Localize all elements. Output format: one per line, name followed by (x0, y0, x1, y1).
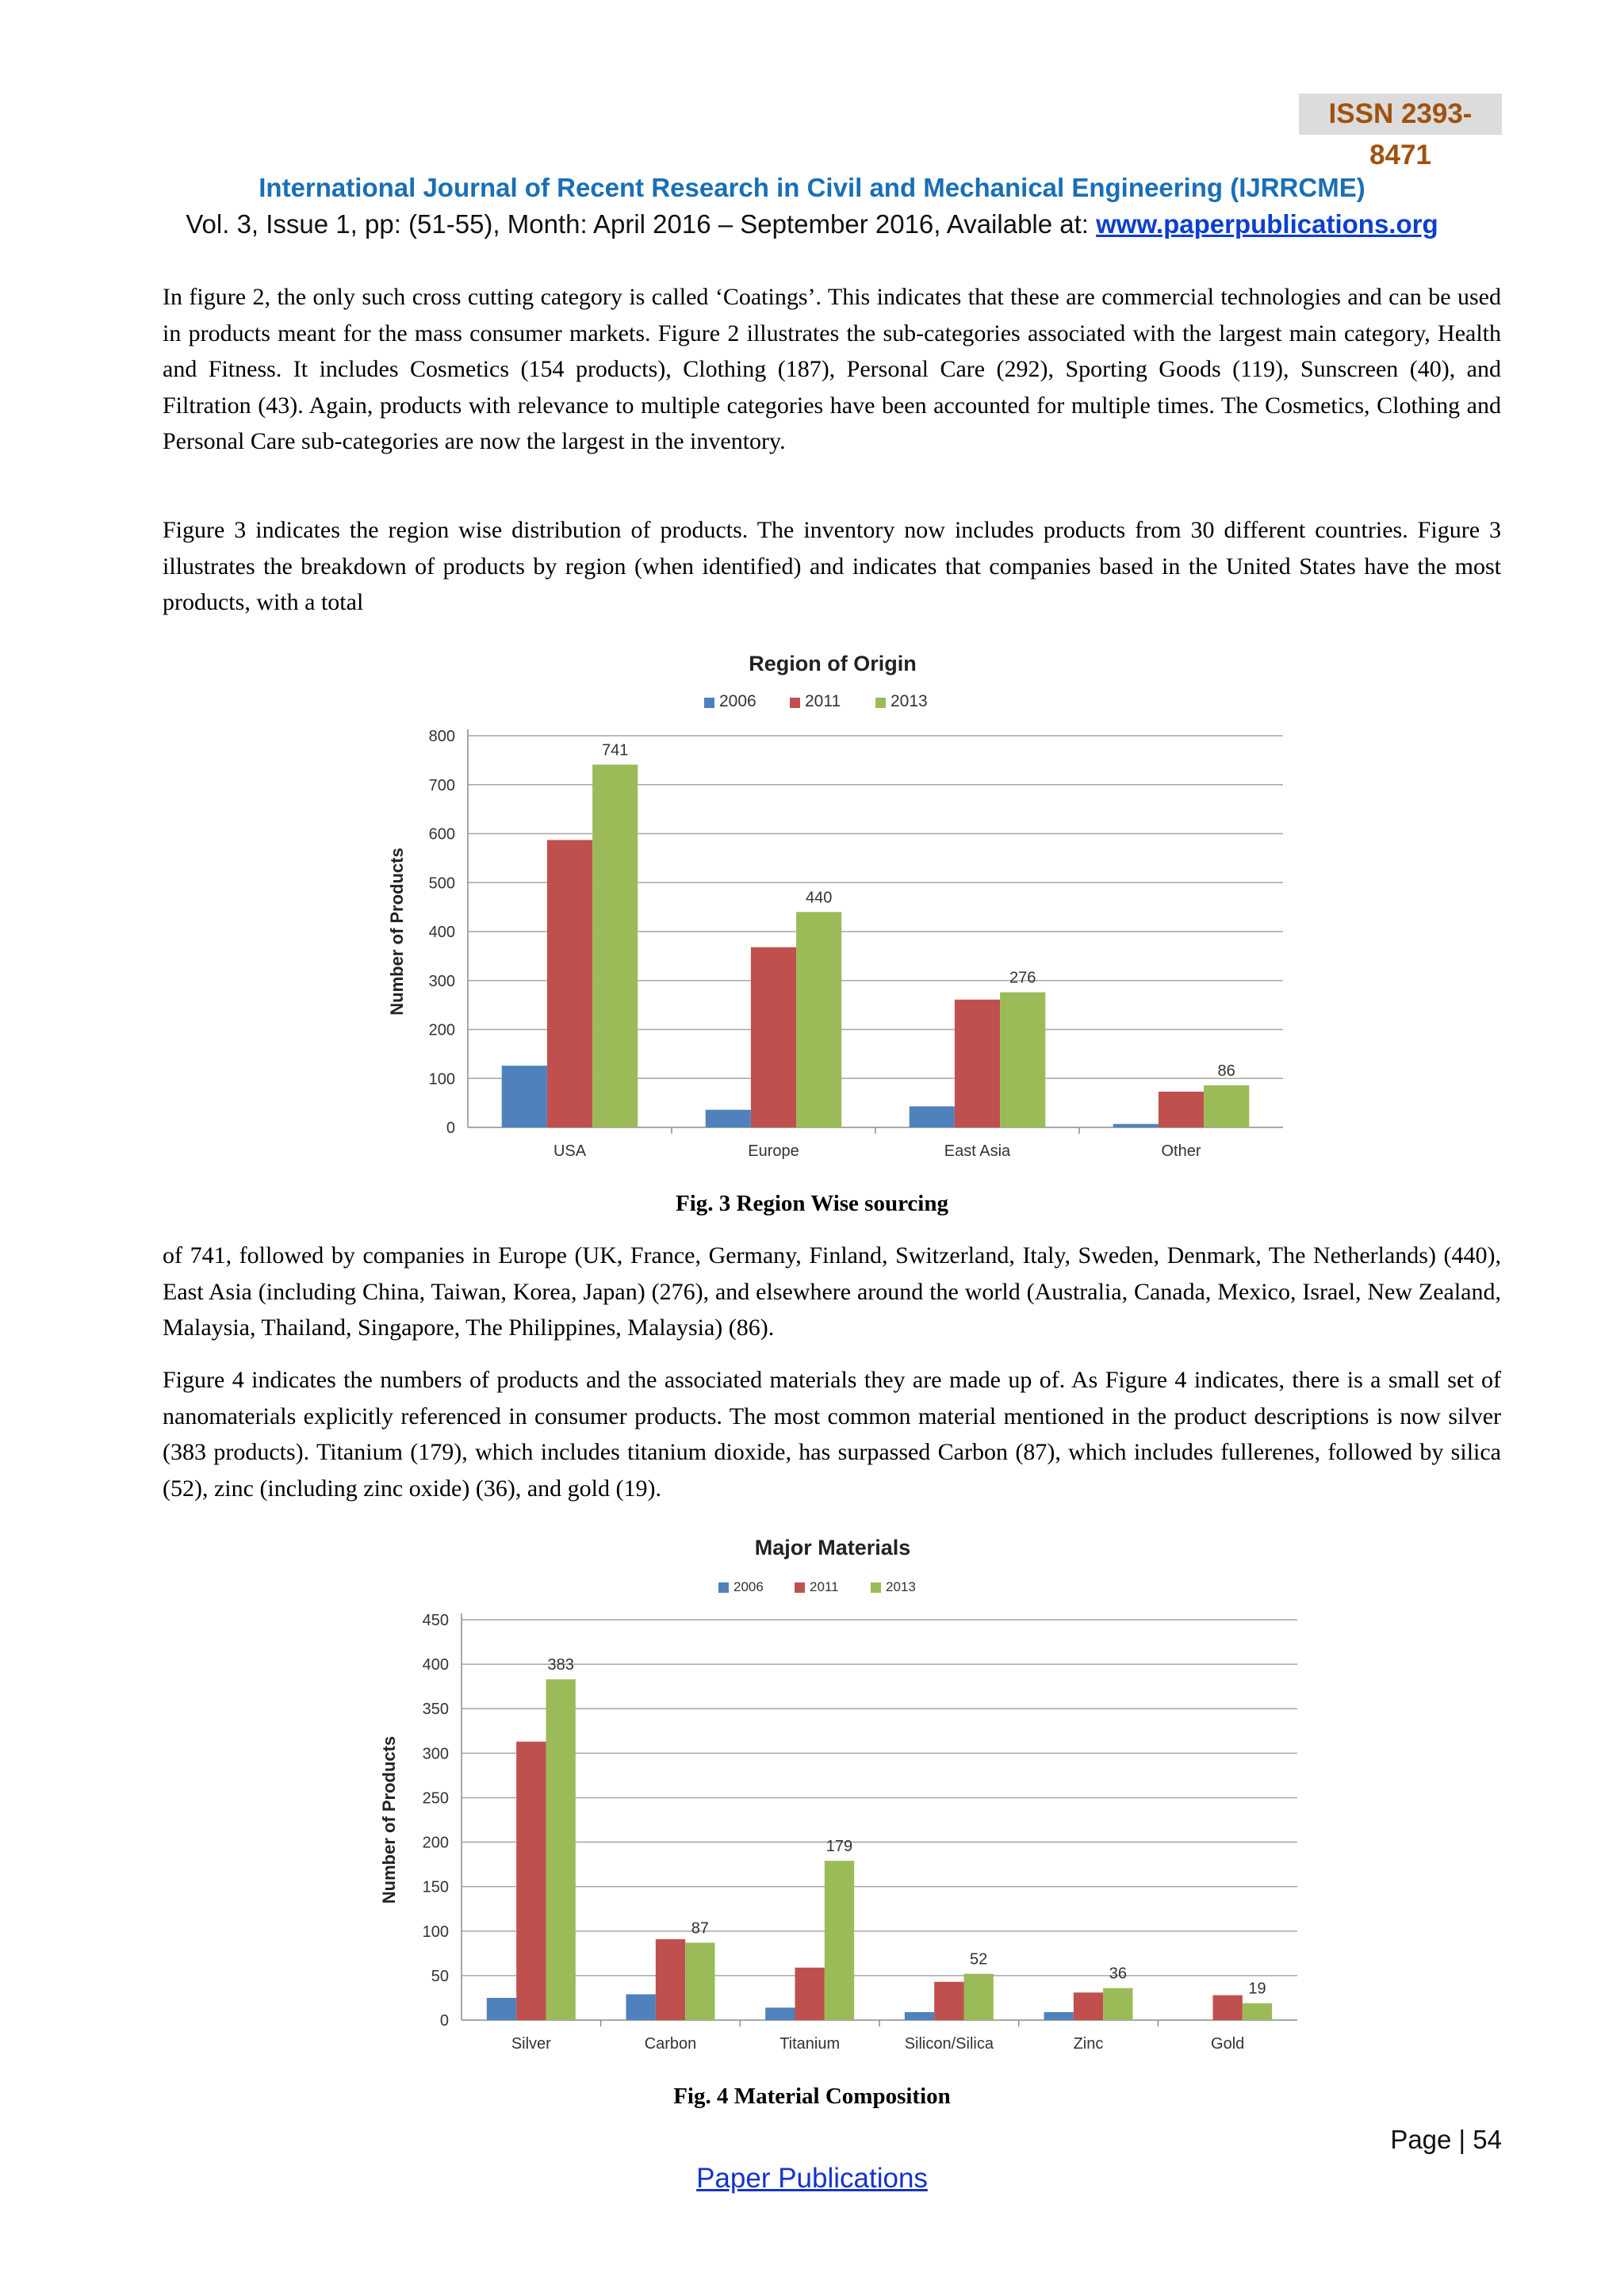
bar-2013-carbon (685, 1942, 714, 2020)
y-tick-label: 0 (446, 1119, 455, 1137)
y-tick-label: 400 (428, 924, 455, 941)
y-tick-label: 600 (428, 825, 455, 844)
bar-2006-usa (502, 1066, 547, 1127)
y-tick-label: 100 (422, 1923, 449, 1941)
y-tick-label: 0 (439, 2012, 449, 2030)
paragraph-3: of 741, followed by companies in Europe (UK, France, Germany, Finland, Switzerland, Italy, Sweden, Denmark, The Netherlands) (440), East Asia (including China, Taiwan, Korea, Japan) (276), and elsewhere around the world (Australia, Canada, Mexico, Israel, New Zealand, Malaysia, Thailand, Singapore, The Philippines, Malaysia) (86). (163, 1242, 1501, 1341)
bar-2013-zinc (1103, 1988, 1132, 2020)
bar-2006-europe (706, 1110, 751, 1127)
legend-swatch-2013 (871, 1582, 881, 1593)
volume-line (0, 209, 1624, 239)
publisher-link[interactable]: Paper Publications (696, 2163, 928, 2194)
bar-2011-gold (1213, 1996, 1243, 2020)
issn-label: ISSN 2393-8471 (1299, 94, 1502, 135)
x-tick-label: Silver (511, 2035, 551, 2052)
x-tick-label: Titanium (779, 2035, 841, 2052)
y-tick-label: 450 (422, 1612, 449, 1629)
legend-label-2011: 2011 (810, 1579, 839, 1594)
data-label: 86 (1217, 1062, 1235, 1080)
y-tick-label: 500 (428, 874, 455, 893)
paragraph-4: Figure 4 indicates the numbers of products and the associated materials they are made up of. As Figure 4 indicates, there is a small set of nanomaterials explicitly referenced in consumer products. The most common material mentioned in the product descriptions is now silver (383 products). Titanium (179), which includes titanium dioxide, has surpassed Carbon (87), which includes fullerenes, followed by silica (52), zinc (including zinc oxide) (36), and gold (19). (163, 1367, 1501, 1502)
legend-swatch-2006 (704, 698, 714, 708)
bar-2011-silver (516, 1742, 546, 2020)
bar-2013-titanium (825, 1861, 854, 2020)
y-tick-label: 800 (428, 728, 455, 745)
legend-label-2006: 2006 (719, 692, 756, 710)
bar-2013-gold (1243, 2003, 1272, 2020)
data-label: 36 (1109, 1965, 1127, 1983)
bar-2006-silver (487, 1998, 516, 2020)
x-tick-label: Europe (748, 1142, 799, 1160)
data-label: 179 (825, 1838, 853, 1856)
website-link[interactable]: www.paperpublications.org (1096, 209, 1438, 239)
legend-swatch-2011 (790, 698, 800, 708)
bar-2006-titanium (765, 2007, 795, 2020)
bar-2006-other (1113, 1124, 1159, 1127)
y-tick-label: 150 (422, 1878, 449, 1896)
legend-swatch-2006 (718, 1582, 729, 1593)
bar-2013-usa (592, 764, 638, 1127)
legend-label-2013: 2013 (891, 692, 928, 710)
bar-2013-silicon-silica (963, 1974, 993, 2020)
legend-swatch-2013 (875, 698, 886, 708)
y-axis-label: Number of Products (387, 848, 407, 1016)
bar-2011-titanium (795, 1968, 825, 2020)
chart-title: Region of Origin (749, 652, 917, 675)
bar-2013-silver (546, 1679, 575, 2020)
y-tick-label: 300 (428, 972, 455, 990)
paragraph-2: Figure 3 indicates the region wise distribution of products. The inventory now includes products from 30 different countries. Figure 3 illustrates the breakdown of products by region (when identified) and indicates that companies based in the United States have the most products, with a total (163, 517, 1501, 615)
data-label: 383 (547, 1656, 574, 1674)
bar-2011-silicon-silica (934, 1982, 963, 2020)
bar-2006-east-asia (910, 1106, 955, 1127)
bar-2011-other (1159, 1092, 1204, 1127)
legend-label-2011: 2011 (805, 692, 841, 710)
x-tick-label: Gold (1211, 2035, 1245, 2052)
data-label: 19 (1248, 1980, 1266, 1998)
bar-2006-carbon (626, 1994, 656, 2020)
y-tick-label: 250 (422, 1789, 449, 1808)
x-tick-label: Silicon/Silica (904, 2035, 994, 2052)
x-tick-label: Other (1161, 1142, 1201, 1160)
y-tick-label: 100 (428, 1070, 455, 1089)
x-tick-label: Zinc (1073, 2035, 1104, 2052)
region-of-origin-chart (373, 642, 1300, 1165)
data-label: 276 (1009, 969, 1036, 987)
y-tick-label: 700 (428, 776, 455, 794)
x-tick-label: USA (553, 1142, 587, 1160)
bar-2011-usa (547, 840, 592, 1127)
legend-label-2006: 2006 (733, 1579, 764, 1594)
page-number: Page | 54 (1390, 2125, 1502, 2154)
fig4-caption: Fig. 4 Material Composition (673, 2084, 951, 2109)
paragraph-1: In figure 2, the only such cross cutting category is called ‘Coatings’. This indicates that these are commercial technologies and can be used in products meant for the mass consumer markets. Figure 2 illustrates the sub-categories associated with the largest main category, Health and Fitness. It includes Cosmetics (154 products), Clothing (187), Personal Care (292), Sporting Goods (119), Sunscreen (40), and Filtration (43). Again, products with relevance to multiple categories have been accounted for multiple times. The Cosmetics, Clothing and Personal Care sub-categories are now the largest in the inventory. (163, 284, 1501, 454)
data-label: 741 (601, 741, 629, 760)
data-label: 87 (691, 1919, 709, 1938)
y-axis-label: Number of Products (379, 1735, 399, 1904)
bar-2011-east-asia (955, 1000, 1000, 1127)
x-tick-label: East Asia (944, 1142, 1011, 1160)
bar-2011-zinc (1074, 1992, 1103, 2020)
bar-2013-other (1204, 1085, 1249, 1127)
journal-title: International Journal of Recent Research in Civil and Mechanical Engineering (IJRRCME) (259, 173, 1365, 202)
bar-2006-silicon-silica (905, 2012, 934, 2020)
chart-title: Major Materials (754, 1536, 911, 1559)
y-tick-label: 300 (422, 1745, 449, 1763)
bar-2006-zinc (1044, 2012, 1074, 2020)
major-materials-chart (365, 1529, 1308, 2052)
bar-2011-carbon (656, 1939, 685, 2020)
data-label: 440 (805, 889, 833, 907)
y-tick-label: 350 (422, 1701, 449, 1719)
x-tick-label: Carbon (644, 2035, 697, 2052)
data-label: 52 (970, 1950, 988, 1969)
legend-label-2013: 2013 (886, 1579, 916, 1594)
y-tick-label: 200 (428, 1021, 455, 1039)
legend-swatch-2011 (795, 1582, 805, 1593)
fig3-caption: Fig. 3 Region Wise sourcing (675, 1191, 948, 1216)
bar-2011-europe (751, 947, 796, 1127)
y-tick-label: 50 (431, 1967, 449, 1985)
bar-2013-europe (796, 912, 841, 1127)
volume-text: Vol. 3, Issue 1, pp: (51-55), Month: April 2016 – September 2016, Available at: (186, 209, 1097, 239)
y-tick-label: 200 (422, 1834, 449, 1852)
bar-2013-east-asia (1000, 993, 1045, 1127)
y-tick-label: 400 (422, 1656, 449, 1674)
